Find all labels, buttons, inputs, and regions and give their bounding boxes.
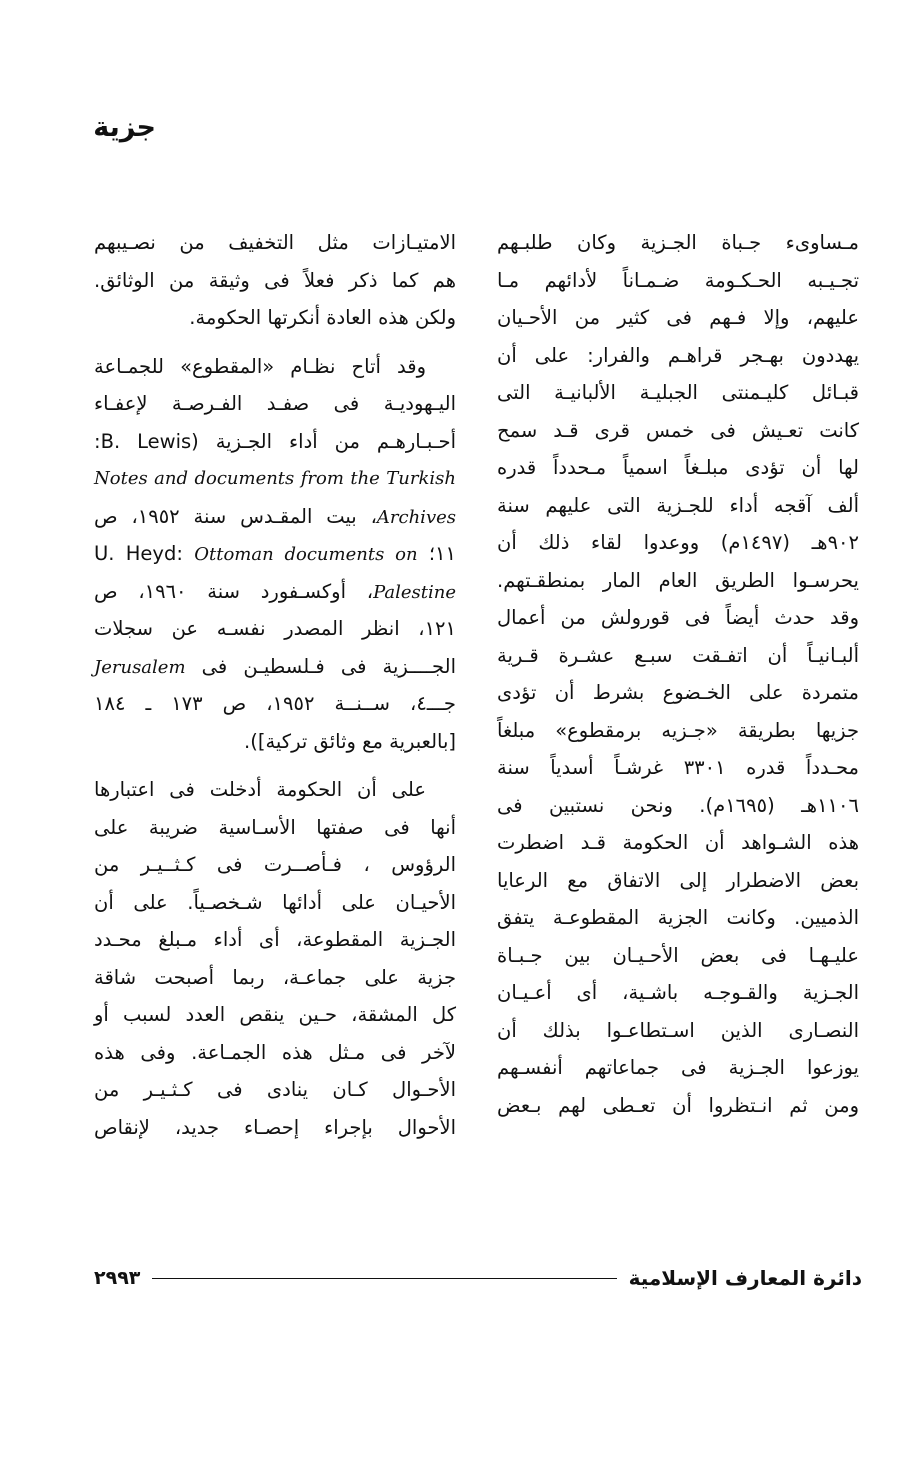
text-line: هذه الشـواهد أن الحكومة قـد اضطرت [497,831,859,854]
mixed-text-line [94,648,456,686]
left-column [94,224,456,1146]
text-line: بعض الاضطرار إلى الاتفاق مع الرعايا [497,868,859,892]
mixed-text-line [94,498,456,536]
text-line: الأحـوال كـان ينادى فى كـثـيـر من [94,1078,456,1101]
text-line: ومن ثم انـتظروا أن تعـطى لهم بـعض [497,1093,859,1117]
text-line: الجـزية والقـوجـه باشـية، أى أعـيـان [497,981,859,1004]
mixed-text-line [94,573,456,611]
text-line: على أن الحكومة أدخلت فى اعتبارها [94,778,426,801]
text-line: النصـارى الذين اسـتطاعـوا بذلك أن [497,1018,859,1042]
text-line: لها أن تؤدى مبلـغاً اسمياً مـحدداً قدره [497,456,859,479]
text-line: وقد حدث أيضاً فى قورولش من أعمال [497,606,859,629]
text-line: يحرسـوا الطريق العام المار بمنطقـتهم. [497,568,859,592]
text-line: أحـبـارهـم من أداء الجـزية (B. Lewis: [94,429,456,453]
text-line: الأحوال بإجراء إحصـاء جديد، لإنقاص [94,1115,456,1139]
text-line: عليـهـا فى بعض الأحـيـان بين جـبـاة [497,943,859,967]
text-line: قبـائل كليـمنتى الجبليـة الألبانيـة التى [497,381,859,404]
page-number: ٢٩٩٣ [94,1267,141,1289]
text-line: وقد أتاح نظـام «المقطوع» للجمـاعة [94,354,426,378]
mixed-text-line [94,535,456,573]
right-column [497,224,859,1124]
text-line: جزية على جماعـة، ربما أصبحت شاقة [94,965,456,989]
text-line: يوزعوا الجـزية فى جماعاتهم أنفسـهم [497,1056,859,1079]
text-line: ولكن هذه العادة أنكرتها الحكومة. [189,306,456,329]
text-line: كانت تعـيش فى خمس قرى قـد سمح [497,418,859,442]
text-line: جزيها بطريقة «جـزيه برمقطوع» مبلغاً [497,718,859,742]
encyclopedia-title: دائرة المعارف الإسلامية [628,1266,862,1290]
text-line: عليهم، وإلا فـهم فى كثير من الأحـيان [497,306,859,329]
arabic-fragment: ، بيت المقـدس سنة ١٩٥٢، ص [94,504,377,528]
text-line: الرؤوس ، فـأصــرت فى كـثــيـر من [94,853,456,876]
paragraph-gap [94,337,456,348]
latin-word: Jerusalem [94,656,186,678]
text-line: أنها فى صفتها الأسـاسية ضريبة على [94,815,456,839]
latin-word: Palestine [373,581,456,603]
latin-phrase: Ottoman documents on [194,544,418,565]
text-line: ألف آقجه أداء للجـزية التى عليهم سنة [497,493,859,517]
latin-text-line: Notes and documents from the Turkish [94,468,456,489]
text-line: الأحيـان على أدائها شـخصـياً. على أن [94,890,456,914]
text-line: متمردة على الخـضوع بشرط أن تؤدى [497,681,859,704]
arabic-fragment: ، أوكسـفورد سنة ١٩٦٠، ص [94,579,374,603]
text-line: محـدداً قدره ٣٣٠١ غرشـاً أسدياً سنة [497,756,859,779]
text-line: جـــ٤، ســنــة ١٩٥٢، ص ١٧٣ ـ ١٨٤ [94,692,456,715]
text-line: الذميين. وكانت الجزية المقطوعـة يتفق [497,906,859,929]
latin-word: Archives [376,506,456,528]
text-line: ١٢١، انظر المصدر نفسـه عن سجلات [94,617,456,640]
text-line: لآخر فى مـثل هذه الجمـاعة. وفى هذه [94,1040,456,1064]
text-line: ١١٠٦هـ (١٦٩٥م). ونحن نستبين فى [497,793,859,817]
text-line: تجـيـبه الحـكـومة ضـمـاناً لأدائهم مـا [497,268,859,292]
text-line: الجـزية المقطوعة، أى أداء مـبلغ محـدد [94,928,456,951]
running-head: جزية [93,112,156,143]
arabic-fragment: الجــــزية فى فـلسطيـن فى [201,654,456,678]
text-line: هم كما ذكر فعلاً فى وثيقة من الوثائق. [94,268,456,292]
text-line: مـساوىء جـباة الجـزية وكان طلبـهم [497,231,859,254]
page-footer [94,1263,862,1293]
footer-rule [152,1278,616,1279]
arabic-fragment: ١١؛ U. Heyd: [94,542,456,565]
text-line: ألبـانيـاً أن اتفـقت سبـع عشـرة قـرية [497,643,859,667]
text-line: الامتيـازات مثل التخفيف من نصـيبهم [94,231,456,254]
text-line: ٩٠٢هـ (١٤٩٧م) ووعدوا لقاء ذلك أن [497,531,859,554]
paragraph-gap [94,760,456,771]
text-line: اليـهوديـة فى صفـد الفـرصـة لإعفـاء [94,392,456,415]
text-line: كل المشقة، حـين ينقص العدد لسبب أو [94,1003,456,1026]
text-line: [بالعبرية مع وثائق تركية]). [244,729,456,753]
text-line: يهددون بهـجر قراهـم والفرار: على أن [497,343,859,367]
